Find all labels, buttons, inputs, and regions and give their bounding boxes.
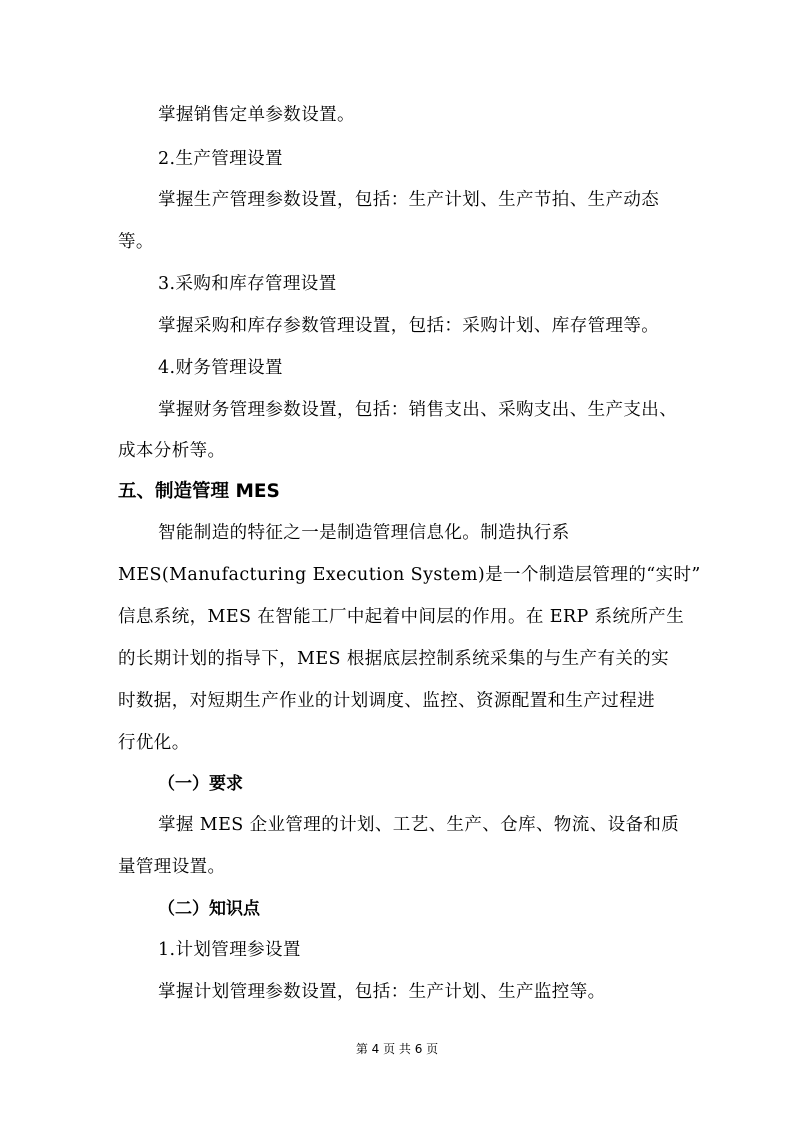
section-heading: 五、制造管理 MES	[118, 481, 280, 502]
paragraph-line: 掌握生产管理参数设置，包括：生产计划、生产节拍、生产动态	[158, 190, 660, 210]
subsection-heading: （二）知识点	[158, 899, 260, 919]
paragraph-line: 掌握 MES 企业管理的计划、工艺、生产、仓库、物流、设备和质	[158, 815, 680, 835]
paragraph-line: 行优化。	[118, 733, 190, 753]
paragraph-line: 等。	[118, 232, 154, 252]
paragraph-line: 信息系统，MES 在智能工厂中起着中间层的作用。在 ERP 系统所产生	[118, 607, 685, 627]
subsection-heading: （一）要求	[158, 774, 243, 794]
list-item-title: 2.生产管理设置	[158, 149, 283, 169]
paragraph-line: MES(Manufacturing Execution System)是一个制造层管理的“实时”	[118, 565, 701, 585]
paragraph-line: 时数据，对短期生产作业的计划调度、监控、资源配置和生产过程进	[118, 691, 655, 711]
paragraph-line: 掌握财务管理参数设置，包括：销售支出、采购支出、生产支出、	[158, 400, 678, 420]
paragraph-line: 的长期计划的指导下，MES 根据底层控制系统采集的与生产有关的实	[118, 649, 670, 669]
page-number: 第 4 页 共 6 页	[355, 1042, 439, 1056]
paragraph-line: 掌握计划管理参数设置，包括：生产计划、生产监控等。	[158, 982, 606, 1002]
paragraph-line: 掌握采购和库存参数管理设置，包括：采购计划、库存管理等。	[158, 316, 660, 336]
list-item-title: 3.采购和库存管理设置	[158, 274, 337, 294]
paragraph-line: 成本分析等。	[118, 441, 226, 461]
paragraph-line: 量管理设置。	[118, 857, 226, 877]
paragraph-line: 智能制造的特征之一是制造管理信息化。制造执行系	[158, 523, 570, 543]
list-item-title: 4.财务管理设置	[158, 358, 283, 378]
list-item-title: 1.计划管理参设置	[158, 940, 301, 960]
paragraph-line: 掌握销售定单参数设置。	[158, 105, 355, 125]
